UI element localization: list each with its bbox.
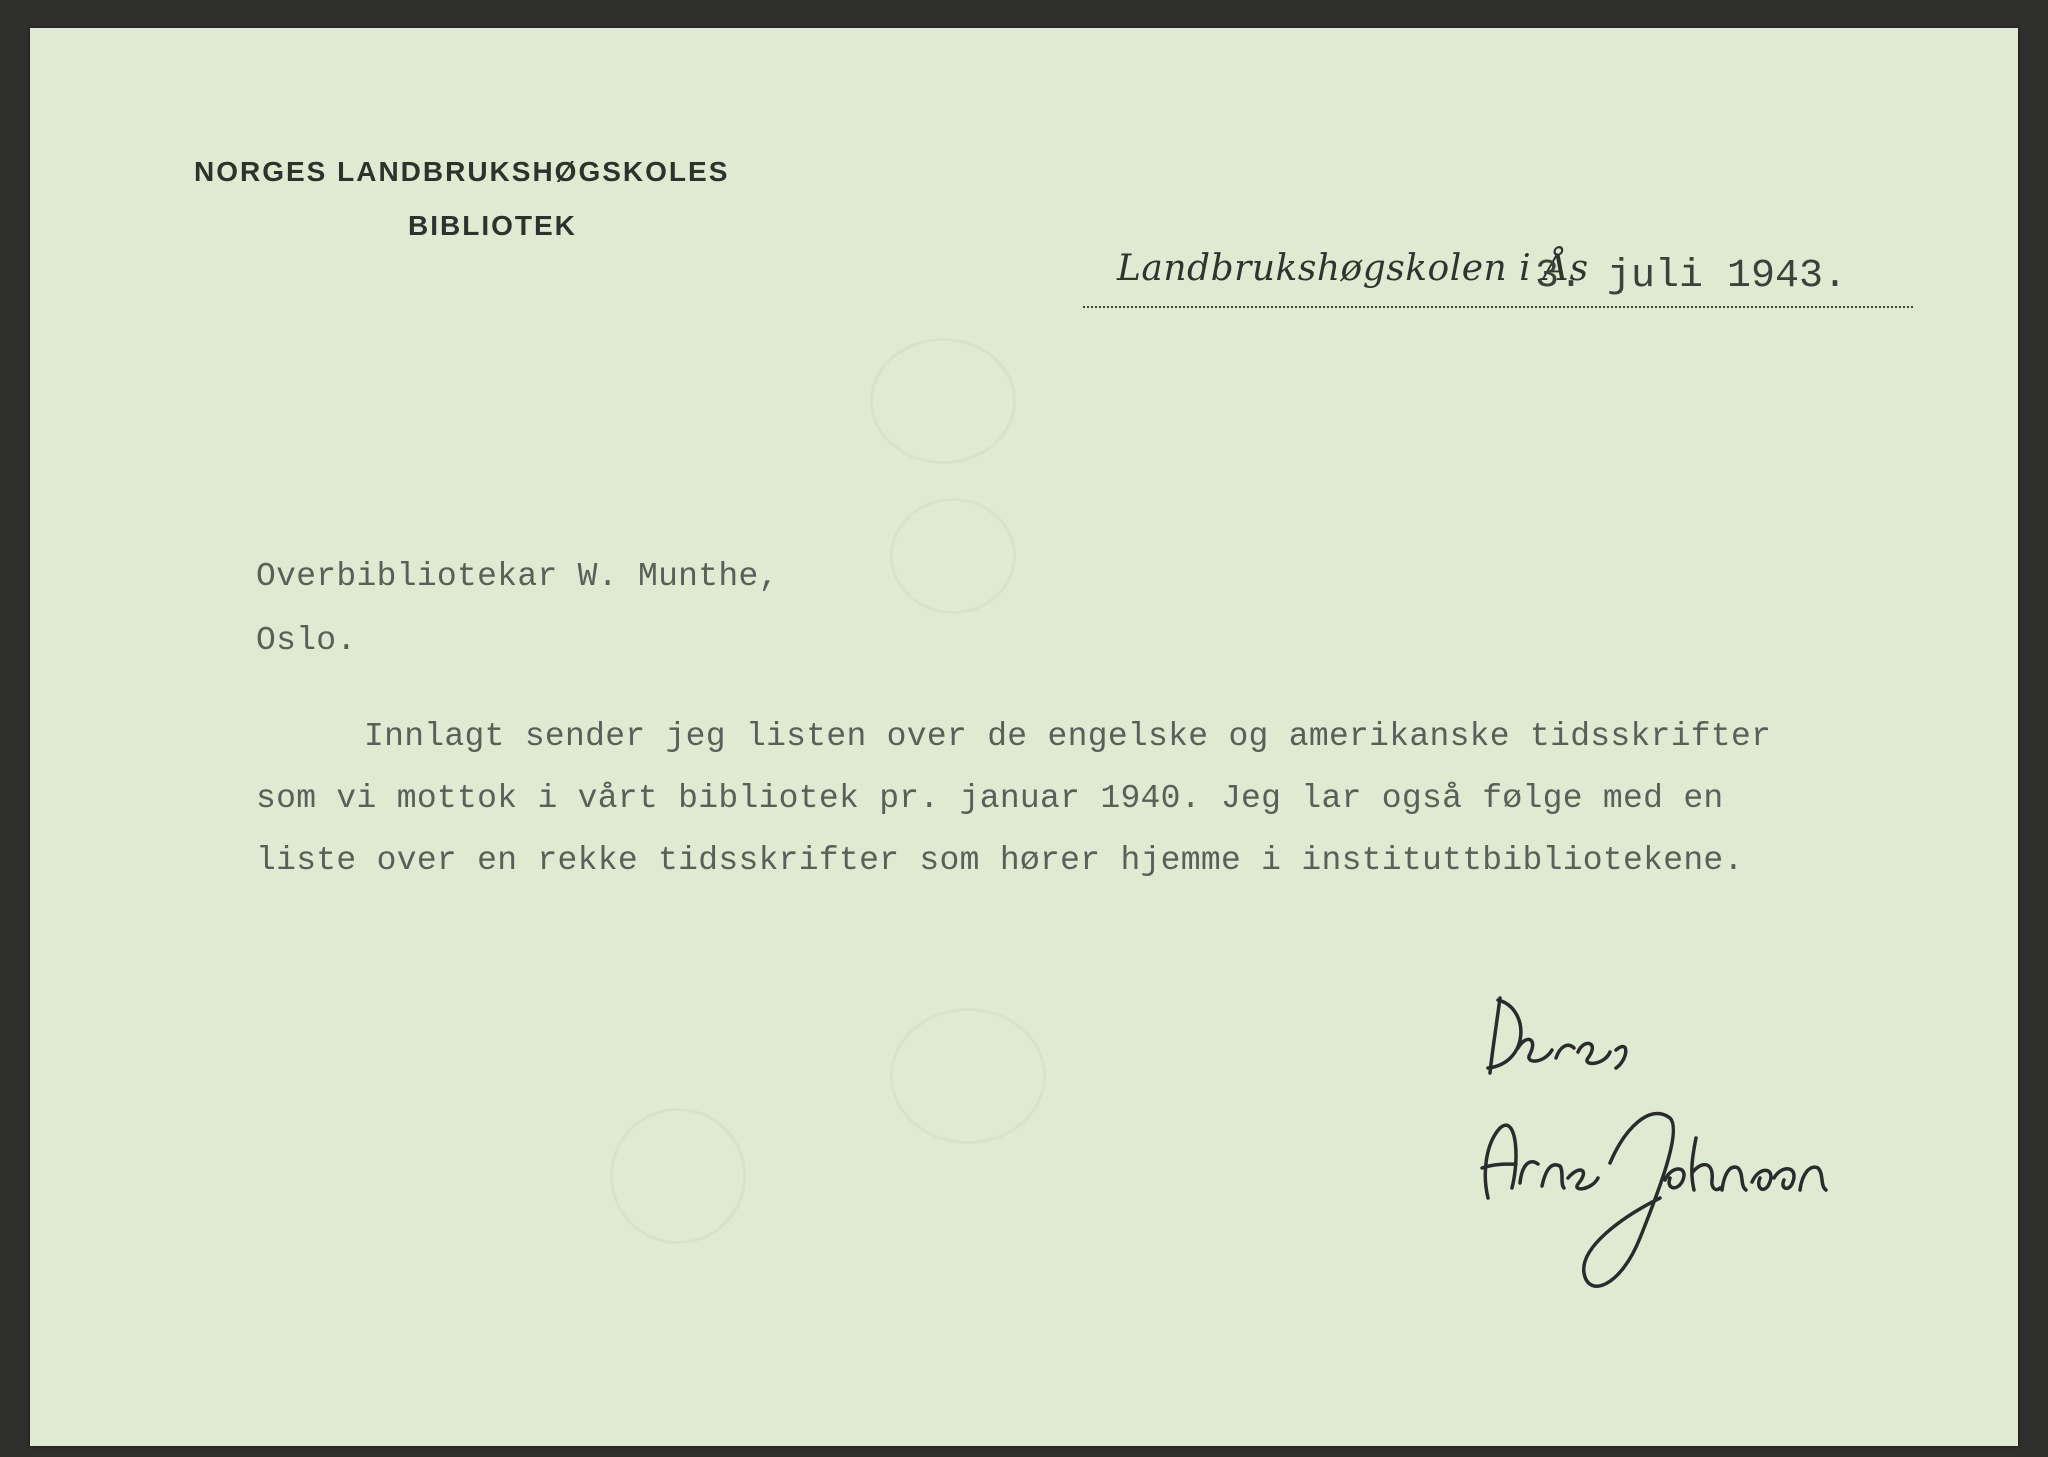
body-line: liste over en rekke tidsskrifter som hører hjemme i instituttbibliotekene. [256,842,1744,879]
bleed-through-mark [870,338,1016,464]
recipient-city: Oslo. [256,622,357,659]
dateline-place: Landbrukshøgskolen i Ås [1117,248,1589,289]
letter-page [30,28,2018,1446]
bleed-through-mark [890,498,1016,614]
body-line: som vi mottok i vårt bibliotek pr. januar 1940. Jeg lar også følge med en [256,780,1724,817]
bleed-through-mark [890,1008,1046,1144]
dateline [1083,246,1913,308]
dateline-date: 3. juli 1943. [1535,254,1848,299]
letterhead-department: BIBLIOTEK [408,210,577,241]
bleed-through-mark [610,1108,746,1244]
letterhead-institution: NORGES LANDBRUKSHØGSKOLES [194,156,730,187]
handwritten-signature [1460,968,1880,1328]
body-line: Innlagt sender jeg listen over de engelske og amerikanske tidsskrifter [364,718,1772,755]
recipient-name: Overbibliotekar W. Munthe, [256,558,779,595]
